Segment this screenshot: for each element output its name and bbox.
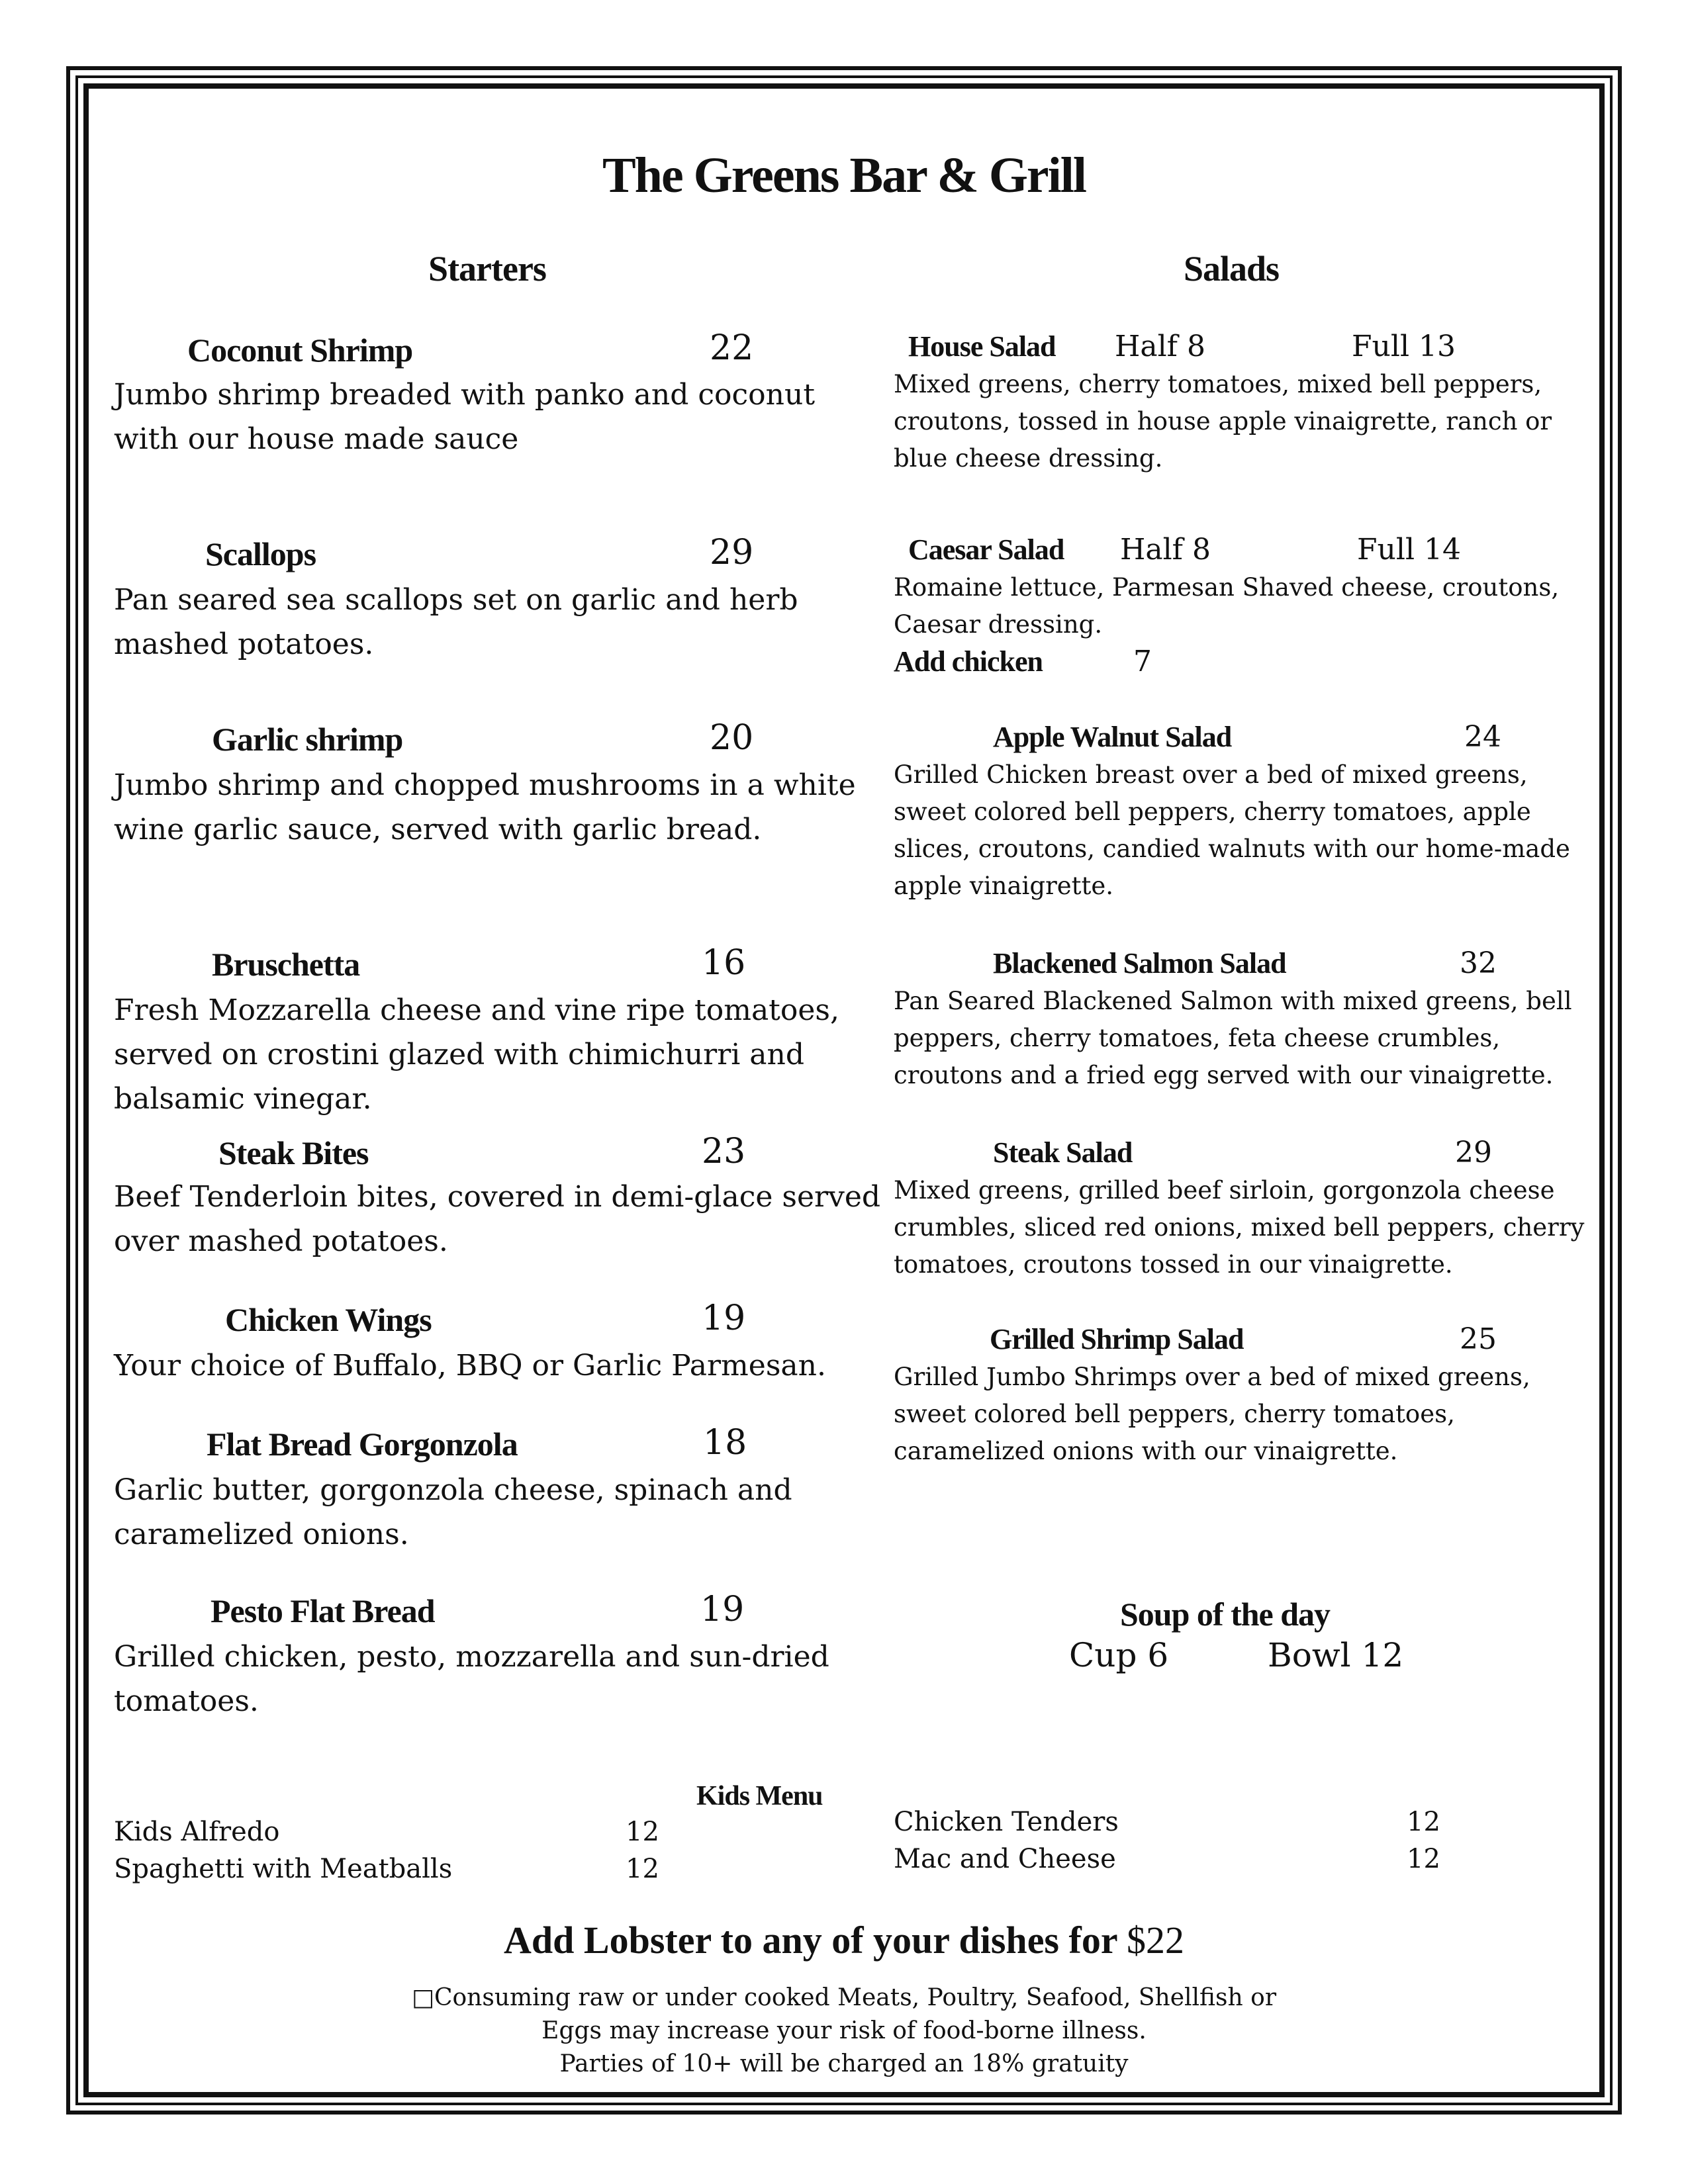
starter-description: Jumbo shrimp and chopped mushrooms in a white wine garlic sauce, served with garlic bread. — [114, 768, 856, 846]
food-warning-line-1: □Consuming raw or under cooked Meats, Poultry, Seafood, Shellfish or — [411, 1984, 1277, 2011]
salad-description: Grilled Chicken breast over a bed of mixed greens, sweet colored bell peppers, cherry tomatoes, apple slices, croutons, candied walnuts with our home-made apple vinaigrette. — [894, 760, 1570, 900]
salad-description: Mixed greens, cherry tomatoes, mixed bell peppers, croutons, tossed in house apple vinaigrette, ranch or blue cheese dressing. — [894, 370, 1552, 473]
starter-price: 29 — [710, 533, 754, 572]
add-chicken-price: 7 — [1133, 645, 1152, 678]
lobster-addon-price: $22 — [1127, 1919, 1185, 1962]
starter-price: 23 — [702, 1132, 746, 1171]
salad-price: 24 — [1464, 720, 1501, 754]
salad-full-price: Full 13 — [1352, 330, 1456, 363]
starter-price: 19 — [702, 1298, 746, 1338]
food-warning-line-2: Eggs may increase your risk of food-borne illness. — [541, 2017, 1147, 2044]
gratuity-notice: Parties of 10+ will be charged an 18% gratuity — [559, 2050, 1129, 2077]
starter-description: Grilled chicken, pesto, mozzarella and sun-dried tomatoes. — [114, 1640, 829, 1718]
salad-name: Caesar Salad — [908, 533, 1064, 566]
salad-half-price: Half 8 — [1120, 533, 1211, 567]
starter-description: Pan seared sea scallops set on garlic and herb mashed potatoes. — [114, 583, 798, 661]
starter-price: 19 — [700, 1590, 745, 1629]
starters-heading: Starters — [428, 249, 546, 289]
starter-description: Beef Tenderloin bites, covered in demi-glace served over mashed potatoes. — [114, 1180, 881, 1258]
starter-name: Steak Bites — [218, 1134, 369, 1171]
kids-item-name: Mac and Cheese — [894, 1844, 1116, 1874]
starter-description: Jumbo shrimp breaded with panko and coconut with our house made sauce — [114, 378, 816, 456]
salad-description: Mixed greens, grilled beef sirloin, gorgonzola cheese crumbles, sliced red onions, mixed bell peppers, cherry tomatoes, croutons tossed in our vinaigrette. — [894, 1176, 1585, 1279]
salad-half-price: Half 8 — [1115, 330, 1205, 363]
salad-price: 29 — [1455, 1136, 1492, 1169]
kids-item-price: 12 — [626, 1817, 659, 1847]
salad-price: 25 — [1460, 1322, 1497, 1356]
salad-price: 32 — [1460, 946, 1497, 980]
starter-description: Your choice of Buffalo, BBQ or Garlic Parmesan. — [114, 1349, 826, 1383]
starter-name: Bruschetta — [212, 946, 360, 983]
lobster-addon-text: Add Lobster to any of your dishes for — [503, 1919, 1127, 1962]
kids-item-price: 12 — [626, 1854, 659, 1884]
kids-item-name: Chicken Tenders — [894, 1807, 1119, 1837]
starter-price: 18 — [703, 1423, 747, 1463]
salad-name: Grilled Shrimp Salad — [990, 1323, 1244, 1355]
salad-description: Pan Seared Blackened Salmon with mixed greens, bell peppers, cherry tomatoes, feta cheese crumbles, croutons and a fried egg served with our vinaigrette. — [894, 987, 1572, 1089]
kids-item-price: 12 — [1407, 1844, 1440, 1874]
starter-name: Chicken Wings — [225, 1301, 432, 1338]
starter-name: Garlic shrimp — [212, 721, 403, 758]
salad-name: House Salad — [908, 330, 1056, 363]
salad-name: Blackened Salmon Salad — [993, 947, 1286, 979]
starter-name: Flat Bread Gorgonzola — [207, 1426, 518, 1463]
salad-description: Grilled Jumbo Shrimps over a bed of mixed greens, sweet colored bell peppers, cherry tomatoes, caramelized onions with our vinaigrette. — [894, 1363, 1530, 1465]
starter-price: 22 — [710, 328, 754, 368]
starter-description: Fresh Mozzarella cheese and vine ripe tomatoes, served on crostini glazed with chimichurri and balsamic vinegar. — [114, 993, 839, 1116]
starter-price: 20 — [710, 718, 754, 758]
soup-cup-price: Cup 6 — [1069, 1636, 1169, 1674]
menu-title: The Greens Bar & Grill — [602, 148, 1086, 203]
salad-description: Romaine lettuce, Parmesan Shaved cheese, croutons, Caesar dressing. — [894, 573, 1560, 639]
kids-menu-heading: Kids Menu — [696, 1781, 823, 1811]
lobster-addon — [0, 1918, 1688, 1962]
salad-name: Steak Salad — [993, 1136, 1133, 1169]
salad-name: Apple Walnut Salad — [993, 721, 1232, 753]
starter-name: Scallops — [205, 535, 316, 572]
kids-item-name: Kids Alfredo — [114, 1817, 280, 1847]
kids-item-price: 12 — [1407, 1807, 1440, 1837]
soup-heading: Soup of the day — [1120, 1596, 1331, 1633]
salad-full-price: Full 14 — [1357, 533, 1461, 567]
starter-name: Coconut Shrimp — [187, 332, 413, 369]
soup-bowl-price: Bowl 12 — [1268, 1636, 1404, 1674]
starter-description: Garlic butter, gorgonzola cheese, spinach and caramelized onions. — [114, 1473, 792, 1551]
add-chicken-label: Add chicken — [894, 645, 1043, 678]
starter-name: Pesto Flat Bread — [211, 1592, 435, 1629]
kids-item-name: Spaghetti with Meatballs — [114, 1854, 453, 1884]
starter-price: 16 — [702, 943, 746, 983]
salads-heading: Salads — [1183, 249, 1280, 289]
